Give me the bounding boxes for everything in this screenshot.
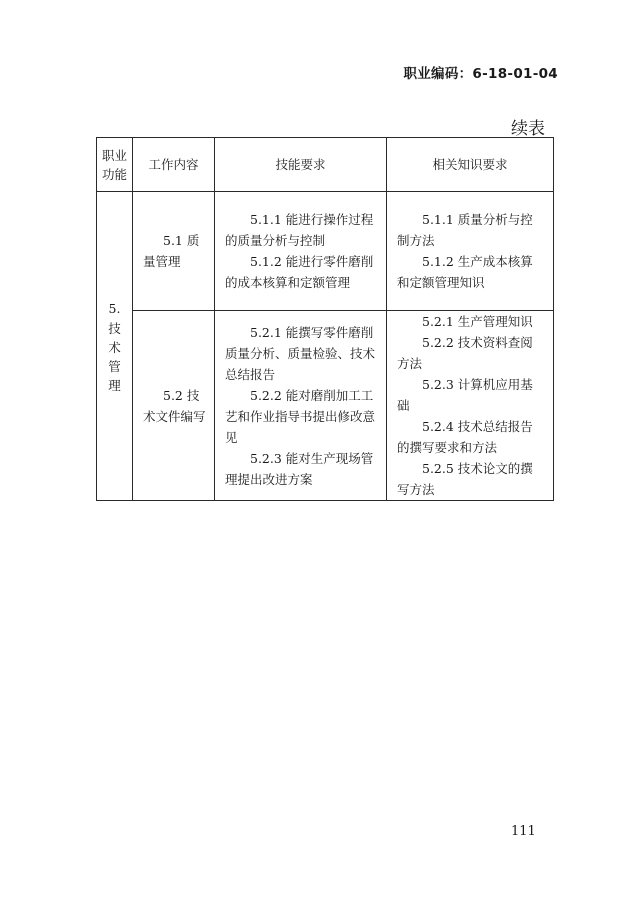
table-header-row [97,138,554,192]
table-row [97,311,554,501]
skill-cell [215,311,387,501]
knowledge-item: 5.2.3 计算机应用基础 [397,377,533,413]
header-function-line2: 功能 [101,166,127,182]
knowledge-item: 5.1.1 质量分析与控制方法 [397,212,533,248]
skill-item: 5.2.3 能对生产现场管理提出改进方案 [225,450,374,487]
knowledge-cell [387,192,554,311]
occupation-code: 职业编码：6-18-01-04 [403,66,558,82]
header-related-knowledge: 相关知识要求 [387,138,554,192]
function-char: 管 [108,358,121,374]
work-content-text: 5.1 质量管理 [143,233,200,269]
function-char: 理 [108,377,121,393]
table-row [97,192,554,311]
work-content-cell [133,311,215,501]
page-number: 111 [511,824,536,839]
skill-item: 5.1.2 能进行零件磨削的成本核算和定额管理 [225,254,374,290]
continued-table-label: 续表 [511,119,545,139]
knowledge-item: 5.2.5 技术论文的撰写方法 [397,461,533,497]
skill-item: 5.2.1 能撰写零件磨削质量分析、质量检验、技术总结报告 [225,324,376,382]
function-cell [97,192,133,501]
header-function-line1: 职业 [101,147,127,163]
header-skill-requirements: 技能要求 [215,138,387,192]
skill-item: 5.1.1 能进行操作过程的质量分析与控制 [225,212,374,248]
work-content-cell [133,192,215,311]
knowledge-item: 5.1.2 生产成本核算和定额管理知识 [397,254,533,290]
function-number: 5. [108,300,121,316]
header-work-content: 工作内容 [133,138,215,192]
requirements-table [96,137,554,501]
function-char: 术 [108,339,121,355]
header-function [97,138,133,192]
skill-cell [215,192,387,311]
knowledge-item: 5.2.1 生产管理知识 [422,314,533,329]
knowledge-item: 5.2.4 技术总结报告的撰写要求和方法 [397,419,533,455]
work-content-text: 5.2 技术文件编写 [143,387,206,424]
skill-item: 5.2.2 能对磨削加工工艺和作业指导书提出修改意见 [225,387,376,445]
knowledge-item: 5.2.2 技术资料查阅方法 [397,335,533,371]
function-char: 技 [108,320,121,336]
knowledge-cell [387,311,554,501]
